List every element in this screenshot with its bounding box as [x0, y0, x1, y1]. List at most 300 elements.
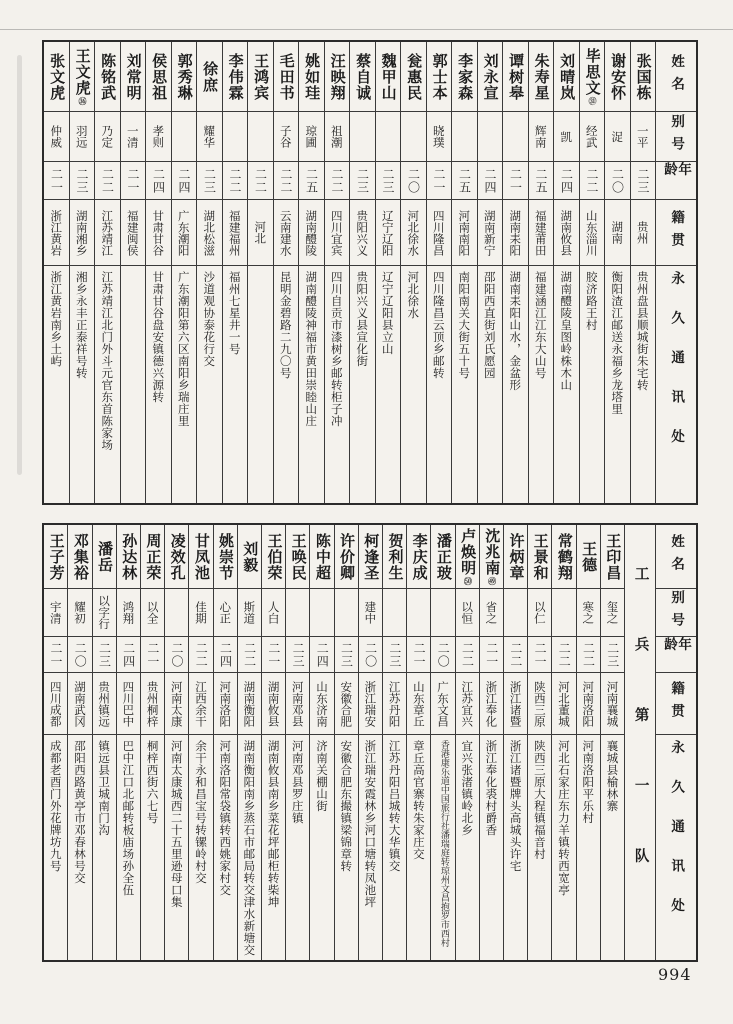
age-cell: 二一	[44, 162, 69, 200]
address-cell: 章丘高官寨转朱家庄交	[411, 740, 426, 860]
name-cell: 姚崇节	[214, 525, 237, 589]
address-cell: 广东潮阳第六区南阳乡瑞庄里	[176, 271, 191, 427]
alias-cell	[431, 589, 454, 637]
address-cell: 福州七星井一号	[227, 271, 242, 355]
address-cell	[121, 266, 146, 503]
name-cell: 凌效孔	[165, 525, 188, 589]
alias-cell: 耀初	[68, 589, 91, 637]
name-cell: 潘岳	[93, 525, 116, 589]
age-cell: 二二	[248, 162, 273, 200]
address-cell: 湖南醴陵神福市黄田崇睦山庄	[304, 271, 319, 427]
name-cell: 王印昌	[601, 525, 624, 589]
age-cell: 二一	[44, 637, 67, 673]
header-cell: 籍贯	[656, 200, 696, 266]
address-cell: 湖南醴陵皇图岭株木山	[559, 271, 574, 391]
person-column	[600, 525, 624, 960]
name-cell: 侯思祖	[146, 42, 171, 112]
native-cell: 河南洛阳	[214, 673, 237, 735]
address-cell: 河南洛阳平乐村	[581, 740, 596, 824]
native-cell: 河南太康	[165, 673, 188, 735]
alias-cell	[310, 589, 333, 637]
address-cell: 陕西三原大程镇福音村	[532, 740, 547, 860]
age-cell: 二五	[529, 162, 554, 200]
name-cell: 郭秀琳	[172, 42, 197, 112]
address-cell: 安徽合肥东撮镇梁锦章转	[339, 740, 354, 872]
age-cell: 二四	[172, 162, 197, 200]
person-column	[171, 42, 197, 503]
section-label: 工兵第一队	[632, 566, 649, 919]
age-cell: 二二	[325, 162, 350, 200]
name-cell: 汪映翔	[325, 42, 350, 112]
age-cell: 二四	[117, 637, 140, 673]
native-cell: 湖南	[605, 200, 630, 266]
name-cell: 甘凤池	[189, 525, 212, 589]
address-cell: 河北徐水	[406, 271, 421, 319]
person-column	[551, 525, 575, 960]
name-cell: 王子芳	[44, 525, 67, 589]
alias-cell: 凯	[554, 112, 579, 162]
alias-cell: 乃定	[95, 112, 120, 162]
name-cell: 李庆成	[407, 525, 430, 589]
header-cell: 永久通讯处	[668, 271, 685, 469]
age-cell: 二三	[601, 637, 624, 673]
header-cell: 永久通讯处	[668, 740, 685, 938]
address-cell: 浙江黄岩南乡土屿	[49, 271, 64, 367]
alias-cell	[407, 589, 430, 637]
age-cell: 二一	[503, 162, 528, 200]
age-cell: 二三	[631, 162, 656, 200]
age-cell: 二三	[376, 162, 401, 200]
name-cell: 周正荣	[141, 525, 164, 589]
native-cell: 四川隆昌	[427, 200, 452, 266]
native-cell: 辽宁辽阳	[376, 200, 401, 266]
age-cell: 二三	[350, 162, 375, 200]
native-cell: 河北徐水	[401, 200, 426, 266]
alias-cell	[552, 589, 575, 637]
age-cell: 二一	[480, 637, 503, 673]
name-cell: 王伯荣	[262, 525, 285, 589]
name-cell: 王鸿宾	[248, 42, 273, 112]
person-column	[44, 525, 67, 960]
age-cell: 二四	[478, 162, 503, 200]
name-cell: 常鹤翔	[552, 525, 575, 589]
alias-cell: 经武	[580, 112, 605, 162]
native-cell: 四川巴中	[117, 673, 140, 735]
alias-cell	[383, 589, 406, 637]
alias-cell: 寒之	[577, 589, 600, 637]
age-cell: 二四	[146, 162, 171, 200]
name-cell: 蔡自诚	[350, 42, 375, 112]
alias-cell	[223, 112, 248, 162]
age-cell: 二二	[189, 637, 212, 673]
address-cell: 湖南衡阳南乡蒸石市邮局转交津水新塘交	[242, 740, 257, 956]
person-column	[406, 525, 430, 960]
native-cell: 山东章丘	[407, 673, 430, 735]
person-column	[451, 42, 477, 503]
person-column	[334, 525, 358, 960]
native-cell: 云南建水	[274, 200, 299, 266]
alias-cell: 祖潮	[325, 112, 350, 162]
age-cell: 二一	[407, 637, 430, 673]
alias-cell	[335, 589, 358, 637]
person-column	[579, 42, 605, 503]
age-cell: 二一	[262, 637, 285, 673]
native-cell: 河北	[248, 200, 273, 266]
address-cell: 甘肃甘谷盘安镇德兴源转	[151, 271, 166, 403]
native-cell: 河南邓县	[286, 673, 309, 735]
alias-cell: 琼圃	[299, 112, 324, 162]
person-column	[94, 42, 120, 503]
alias-cell: 一清	[121, 112, 146, 162]
alias-cell	[452, 112, 477, 162]
address-cell: 南阳南关大街五十号	[457, 271, 472, 379]
person-column	[455, 525, 479, 960]
age-cell: 二三	[70, 162, 95, 200]
native-cell: 河南洛阳	[577, 673, 600, 735]
native-cell: 江西余干	[189, 673, 212, 735]
address-cell: 济南关棚山街	[315, 740, 329, 812]
name-cell: 谭树皋	[503, 42, 528, 112]
age-cell: 二一	[528, 637, 551, 673]
alias-cell: 以恒	[456, 589, 479, 637]
scan-artifact-line	[0, 29, 733, 30]
age-cell: 二二	[274, 162, 299, 200]
name-cell: 张国栋	[631, 42, 656, 112]
header-column	[655, 525, 696, 960]
native-cell: 河南襄城	[601, 673, 624, 735]
address-cell: 镇远县卫城南门沟	[97, 740, 112, 836]
native-cell: 浙江诸暨	[504, 673, 527, 735]
native-cell: 甘肃甘谷	[146, 200, 171, 266]
alias-cell	[478, 112, 503, 162]
age-cell: 二三	[93, 637, 116, 673]
name-cell: 刘常明	[121, 42, 146, 112]
name-cell: 王德	[577, 525, 600, 589]
name-cell: 朱寿星	[529, 42, 554, 112]
alias-cell: 宇清	[44, 589, 67, 637]
person-column	[120, 42, 146, 503]
native-cell: 浙江奉化	[480, 673, 503, 735]
person-column	[188, 525, 212, 960]
native-cell: 福建莆田	[529, 200, 554, 266]
person-column	[196, 42, 222, 503]
native-cell: 湖南武冈	[68, 673, 91, 735]
alias-cell	[165, 589, 188, 637]
native-cell: 贵州桐梓	[141, 673, 164, 735]
native-cell: 湖南湘乡	[70, 200, 95, 266]
native-cell: 湖南醴陵	[299, 200, 324, 266]
name-note-number: ㊾	[487, 577, 497, 585]
name-cell: 李家森	[452, 42, 477, 112]
name-cell: 潘正玻	[431, 525, 454, 589]
native-cell: 山东济南	[310, 673, 333, 735]
person-column	[375, 42, 401, 503]
name-cell: 王文虎 ㊱	[70, 42, 95, 112]
address-cell: 河北石家庄东力羊镇转西宽亭	[557, 740, 572, 896]
person-column	[426, 42, 452, 503]
header-cell: 籍贯	[656, 673, 696, 735]
native-cell: 贵阳兴义	[350, 200, 375, 266]
alias-cell: 耀华	[197, 112, 222, 162]
name-cell: 陈中超	[310, 525, 333, 589]
address-cell: 江苏丹阳吕城转大华镇交	[387, 740, 402, 872]
person-column	[630, 42, 656, 503]
alias-cell: 以仁	[528, 589, 551, 637]
person-column	[430, 525, 454, 960]
alias-cell: 鸿翔	[117, 589, 140, 637]
age-cell: 二〇	[359, 637, 382, 673]
header-cell: 姓名	[656, 525, 696, 589]
name-cell: 王唤民	[286, 525, 309, 589]
name-cell: 刘永宣	[478, 42, 503, 112]
address-cell: 邵阳西路黄亭市邓春林号交	[72, 740, 87, 884]
alias-cell: 仲威	[44, 112, 69, 162]
person-column	[247, 42, 273, 503]
age-cell: 二五	[299, 162, 324, 200]
name-note-number: ㉛	[587, 97, 597, 105]
name-cell: 姚如珪	[299, 42, 324, 112]
address-cell: 贵州盘县顺城街朱宅转	[635, 271, 650, 391]
age-cell: 二四	[554, 162, 579, 200]
native-cell: 福建闽侯	[121, 200, 146, 266]
age-cell: 二三	[197, 162, 222, 200]
alias-cell: 建中	[359, 589, 382, 637]
native-cell: 陕西三原	[528, 673, 551, 735]
address-cell: 四川隆昌云顶乡邮转	[431, 271, 446, 379]
native-cell: 湖南攸县	[262, 673, 285, 735]
native-cell: 广东文昌	[431, 673, 454, 735]
alias-cell	[350, 112, 375, 162]
address-cell: 邵阳西直街刘氏愿园	[482, 271, 497, 379]
address-cell: 襄城县榆林寨	[605, 740, 620, 812]
native-cell: 江苏宜兴	[456, 673, 479, 735]
name-note-number: ㊱	[77, 97, 87, 105]
alias-cell: 子谷	[274, 112, 299, 162]
age-cell: 二四	[214, 637, 237, 673]
age-cell: 二三	[383, 637, 406, 673]
alias-cell: 羽远	[70, 112, 95, 162]
alias-cell	[248, 112, 273, 162]
name-cell: 邓集裕	[68, 525, 91, 589]
person-column	[503, 525, 527, 960]
person-column	[140, 525, 164, 960]
header-column	[655, 42, 696, 503]
alias-cell	[401, 112, 426, 162]
address-cell: 宜兴张渚镇岭北乡	[460, 740, 475, 836]
person-column	[324, 42, 350, 503]
name-cell: 柯逢圣	[359, 525, 382, 589]
alias-cell: 心正	[214, 589, 237, 637]
name-cell: 许价卿	[335, 525, 358, 589]
address-cell: 四川自贡市漆树乡邮转柜子冲	[329, 271, 344, 427]
header-cell: 年龄	[656, 637, 696, 673]
address-cell: 余干永和昌宝号转镙岭村交	[193, 740, 208, 884]
name-cell: 毛田书	[274, 42, 299, 112]
alias-cell: 晓璞	[427, 112, 452, 162]
alias-cell: 一平	[631, 112, 656, 162]
alias-cell	[286, 589, 309, 637]
address-cell: 成都老酉门外花牌坊九号	[48, 740, 63, 872]
age-cell: 二一	[427, 162, 452, 200]
name-cell: 李伟霖	[223, 42, 248, 112]
native-cell: 河南南阳	[452, 200, 477, 266]
native-cell: 浙江瑞安	[359, 673, 382, 735]
name-cell: 瓮惠民	[401, 42, 426, 112]
person-column	[528, 42, 554, 503]
address-cell: 辽宁辽阳县立山	[380, 271, 395, 355]
alias-cell	[172, 112, 197, 162]
native-cell: 贵州	[631, 200, 656, 266]
age-cell: 二二	[223, 162, 248, 200]
name-cell: 刘毅	[238, 525, 261, 589]
age-cell: 二〇	[401, 162, 426, 200]
native-cell: 四川宜宾	[325, 200, 350, 266]
age-cell: 二〇	[68, 637, 91, 673]
name-cell: 孙达林	[117, 525, 140, 589]
scan-artifact-smear	[17, 55, 22, 475]
alias-cell: 辉南	[529, 112, 554, 162]
person-column	[527, 525, 551, 960]
address-cell: 江苏靖江北门外斗元官东首陈家场	[100, 271, 115, 451]
person-column	[298, 42, 324, 503]
age-cell: 二〇	[605, 162, 630, 200]
native-cell: 安徽合肥	[335, 673, 358, 735]
native-cell: 福建福州	[223, 200, 248, 266]
section-column	[624, 525, 655, 960]
address-cell: 浙江诸暨牌头高城头许宅	[508, 740, 523, 872]
alias-cell: 浞	[605, 112, 630, 162]
person-column	[213, 525, 237, 960]
person-column	[145, 42, 171, 503]
address-cell: 福建涵江江东大山号	[533, 271, 548, 379]
address-cell: 衡阳渣江邮送永福乡龙塔里	[610, 271, 625, 415]
native-cell: 江苏丹阳	[383, 673, 406, 735]
roster-table-top	[42, 40, 698, 505]
roster-table-bottom	[42, 523, 698, 962]
alias-cell: 佳期	[189, 589, 212, 637]
person-column	[273, 42, 299, 503]
name-cell: 毕思文 ㉛	[580, 42, 605, 112]
age-cell: 二二	[238, 637, 261, 673]
name-note-number: ㊿	[463, 577, 473, 585]
person-column	[309, 525, 333, 960]
address-cell: 香港康乐道中国旅行社潘瑞庭转琼州文昌抱罗市西村	[438, 740, 449, 947]
native-cell: 湖南新宁	[478, 200, 503, 266]
person-column	[358, 525, 382, 960]
alias-cell: 人白	[262, 589, 285, 637]
person-column	[285, 525, 309, 960]
person-column	[382, 525, 406, 960]
age-cell: 二一	[121, 162, 146, 200]
address-cell: 湖南攸县南乡菜花坪邮柜转柴坤	[266, 740, 281, 908]
person-column	[477, 42, 503, 503]
native-cell: 广东潮阳	[172, 200, 197, 266]
person-column	[92, 525, 116, 960]
age-cell: 二三	[335, 637, 358, 673]
age-cell: 二二	[577, 637, 600, 673]
name-cell: 谢安怀	[605, 42, 630, 112]
native-cell: 湖南衡阳	[238, 673, 261, 735]
age-cell: 二二	[552, 637, 575, 673]
native-cell: 江苏靖江	[95, 200, 120, 266]
address-cell: 桐梓西街六七号	[145, 740, 160, 824]
person-column	[576, 525, 600, 960]
name-cell: 郭士本	[427, 42, 452, 112]
age-cell: 二〇	[431, 637, 454, 673]
address-cell: 河南太康城西二十五里逊母口集	[169, 740, 184, 908]
alias-cell: 斯道	[238, 589, 261, 637]
name-cell: 贺利生	[383, 525, 406, 589]
name-cell: 张文虎	[44, 42, 69, 112]
name-cell: 卢焕明 ㊿	[456, 525, 479, 589]
native-cell: 山东淄川	[580, 200, 605, 266]
person-column	[502, 42, 528, 503]
person-column	[400, 42, 426, 503]
name-cell: 许炳章	[504, 525, 527, 589]
age-cell: 二五	[452, 162, 477, 200]
address-cell: 胶济路王村	[584, 271, 599, 331]
native-cell: 河北董城	[552, 673, 575, 735]
person-column	[164, 525, 188, 960]
name-cell: 沈兆南 ㊾	[480, 525, 503, 589]
address-cell: 湖南耒阳山水，金盆形	[508, 271, 523, 391]
person-column	[261, 525, 285, 960]
age-cell: 二二	[580, 162, 605, 200]
address-cell: 湘乡永丰正泰祥号转	[74, 271, 89, 379]
name-cell: 刘晴岚	[554, 42, 579, 112]
name-cell: 徐庶	[197, 42, 222, 112]
person-column	[67, 525, 91, 960]
native-cell: 贵州镇远	[93, 673, 116, 735]
alias-cell: 以字行	[93, 589, 116, 637]
age-cell: 二二	[504, 637, 527, 673]
person-column	[553, 42, 579, 503]
age-cell: 二〇	[165, 637, 188, 673]
age-cell: 二四	[310, 637, 333, 673]
person-column	[349, 42, 375, 503]
age-cell: 二三	[286, 637, 309, 673]
age-cell: 二二	[456, 637, 479, 673]
alias-cell: 孝则	[146, 112, 171, 162]
native-cell: 湖南耒阳	[503, 200, 528, 266]
address-cell: 沙道观协泰花行交	[202, 271, 217, 367]
alias-cell: 省之	[480, 589, 503, 637]
address-cell: 巴中江口北邮转板庙场孙全伍	[121, 740, 136, 896]
native-cell: 湖北松滋	[197, 200, 222, 266]
alias-cell	[504, 589, 527, 637]
address-cell: 贵阳兴义县宣化街	[355, 271, 370, 367]
native-cell: 四川成都	[44, 673, 67, 735]
person-column	[479, 525, 503, 960]
person-column	[222, 42, 248, 503]
header-cell: 年龄	[656, 162, 696, 200]
page-number: 994	[658, 965, 692, 984]
header-cell: 别号	[656, 112, 696, 162]
age-cell: 二一	[141, 637, 164, 673]
alias-cell	[503, 112, 528, 162]
age-cell: 二二	[95, 162, 120, 200]
native-cell: 浙江黄岩	[44, 200, 69, 266]
alias-cell: 以全	[141, 589, 164, 637]
name-cell: 魏甲山	[376, 42, 401, 112]
person-column	[604, 42, 630, 503]
name-cell: 王景和	[528, 525, 551, 589]
person-column	[116, 525, 140, 960]
address-cell: 浙江奉化裘村爵香	[484, 740, 499, 836]
address-cell	[248, 266, 273, 503]
person-column	[237, 525, 261, 960]
alias-cell	[376, 112, 401, 162]
